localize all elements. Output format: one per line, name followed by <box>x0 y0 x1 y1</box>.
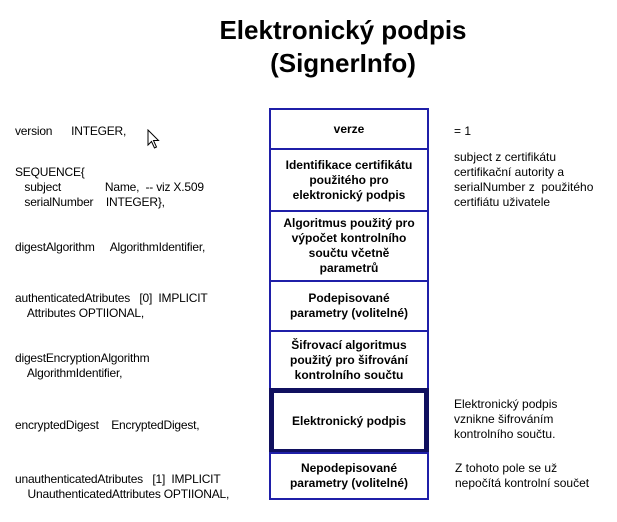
box-label: Elektronický podpis <box>291 413 407 428</box>
box-verze <box>269 108 429 150</box>
note-elektronicky-podpis: Elektronický podpis vznikne šifrováním kontrolního součtu. <box>454 397 558 441</box>
box-label: Algoritmus použitý pro výpočet kontrolního součtu včetně parametrů <box>283 216 415 275</box>
mouse-pointer-icon <box>147 129 161 150</box>
box-elektronicky-podpis <box>269 388 429 454</box>
box-label: Šifrovací algoritmus použitý pro šifrování kontrolního součtu <box>289 337 408 382</box>
left-label-digest-encryption-algorithm: digestEncryptionAlgorithm AlgorithmIdentifier, <box>15 351 150 380</box>
left-label-version: version INTEGER, <box>15 124 127 138</box>
left-label-sequence: SEQUENCE{ subject Name, -- viz X.509 serialNumber INTEGER}, <box>15 165 204 209</box>
box-identifikace-certifikatu <box>269 148 429 212</box>
box-algoritmus-kontrolniho-souctu <box>269 210 429 282</box>
note-version-value: = 1 <box>454 124 472 138</box>
note-subject-serial: subject z certifikátu certifikační autority a serialNumber z použitého certifiátu uživatele <box>454 150 594 209</box>
box-podepisovane-parametry <box>269 280 429 332</box>
left-label-authenticated-attributes: authenticatedAtributes [0] IMPLICIT Attributes OPTIIONAL, <box>15 291 208 320</box>
left-label-digest-algorithm: digestAlgorithm AlgorithmIdentifier, <box>15 240 206 254</box>
note-nepodepisovane: Z tohoto pole se už nepočítá kontrolní součet <box>455 461 590 490</box>
box-nepodepisovane-parametry <box>269 452 429 500</box>
left-label-encrypted-digest: encryptedDigest EncryptedDigest, <box>15 418 200 432</box>
box-label: Nepodepisované parametry (volitelné) <box>289 461 409 490</box>
title-line-2: (SignerInfo) <box>270 48 416 78</box>
left-label-unauthenticated-attributes: unauthenticatedAtributes [1] IMPLICIT UnauthenticatedAttributes OPTIIONAL, <box>15 472 230 501</box>
box-sifrovaci-algoritmus <box>269 330 429 390</box>
box-label: Identifikace certifikátu použitého pro elektronický podpis <box>285 157 413 202</box>
diagram-title <box>160 14 526 80</box>
box-label: verze <box>333 121 365 136</box>
box-label: Podepisované parametry (volitelné) <box>289 291 409 320</box>
title-line-1: Elektronický podpis <box>219 15 467 45</box>
